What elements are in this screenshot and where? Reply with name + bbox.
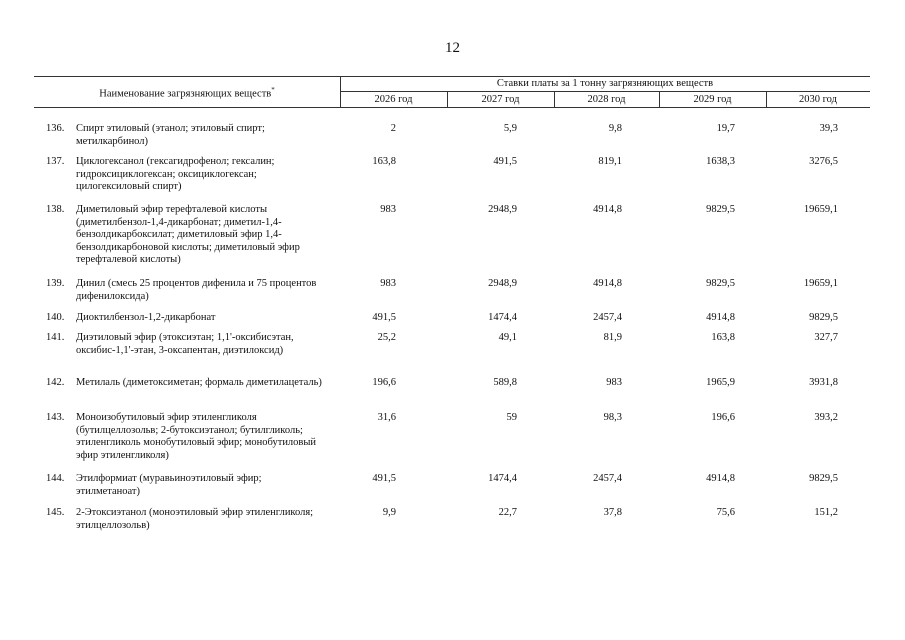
year-header: 2029 год <box>693 94 732 105</box>
rate-2027: 59 <box>506 412 517 423</box>
footnote-mark: * <box>271 86 275 94</box>
rate-2026: 491,5 <box>372 473 396 484</box>
substance-name: Диэтиловый эфир (этоксиэтан; 1,1'-оксибисэтан, оксибис-1,1'-этан, 3-оксапентан, диэтилоксид) <box>76 332 294 356</box>
rate-2028: 819,1 <box>598 156 622 167</box>
rate-2027: 2948,9 <box>488 278 517 289</box>
year-header: 2028 год <box>587 94 626 105</box>
rates-column-header: Ставки платы за 1 тонну загрязняющих веществ <box>496 78 714 89</box>
rate-2026: 491,5 <box>372 312 396 323</box>
rate-2029: 196,6 <box>711 412 735 423</box>
rate-2028: 9,8 <box>608 123 622 134</box>
rate-2030: 3276,5 <box>809 156 838 167</box>
rate-2030: 327,7 <box>814 332 838 343</box>
rate-2028: 81,9 <box>603 332 622 343</box>
row-number: 139. <box>46 278 65 289</box>
rate-2027: 1474,4 <box>488 473 517 484</box>
rate-2026: 163,8 <box>372 156 396 167</box>
rate-2030: 151,2 <box>814 507 838 518</box>
rate-2027: 1474,4 <box>488 312 517 323</box>
rate-2026: 2 <box>390 123 396 134</box>
rate-2030: 9829,5 <box>809 473 838 484</box>
year-header: 2027 год <box>481 94 520 105</box>
substance-name: Моноизобутиловый эфир этиленгликоля (бутилцеллозольв; 2-бутоксиэтанол; бутилгликоль; этиленгликоль монобутиловый эфир; монобутиловый эфир этиленгликоля) <box>76 412 317 461</box>
row-number: 141. <box>46 332 65 343</box>
table-top-rule <box>34 76 870 77</box>
page-number: 12 <box>445 40 460 56</box>
rate-2026: 25,2 <box>377 332 396 343</box>
rate-2026: 9,9 <box>382 507 396 518</box>
row-number: 144. <box>46 473 65 484</box>
row-number: 137. <box>46 156 65 167</box>
name-column-header <box>34 86 340 100</box>
year-header: 2026 год <box>374 94 413 105</box>
rate-2027: 2948,9 <box>488 204 517 215</box>
rate-2030: 19659,1 <box>803 204 838 215</box>
rate-2028: 983 <box>606 377 622 388</box>
rate-2029: 4914,8 <box>706 473 735 484</box>
rate-2029: 9829,5 <box>706 204 735 215</box>
substance-name: Метилаль (диметоксиметан; формаль диметилацеталь) <box>76 377 322 388</box>
rate-2029: 19,7 <box>716 123 735 134</box>
rate-2027: 589,8 <box>493 377 517 388</box>
row-number: 143. <box>46 412 65 423</box>
rate-2026: 196,6 <box>372 377 396 388</box>
rate-2030: 19659,1 <box>803 278 838 289</box>
row-number: 136. <box>46 123 65 134</box>
rate-2028: 2457,4 <box>593 473 622 484</box>
year-header: 2030 год <box>799 94 837 105</box>
substance-name: 2-Этоксиэтанол (моноэтиловый эфир этиленгликоля; этилцеллозольв) <box>76 507 314 531</box>
header-bottom-rule <box>34 107 870 108</box>
rate-2026: 31,6 <box>377 412 396 423</box>
substance-name: Динил (смесь 25 процентов дифенила и 75 процентов дифенилоксида) <box>76 278 317 302</box>
row-number: 138. <box>46 204 65 215</box>
rate-2029: 1965,9 <box>706 377 735 388</box>
rate-2029: 75,6 <box>716 507 735 518</box>
row-number: 140. <box>46 312 65 323</box>
substance-name: Этилформиат (муравьиноэтиловый эфир; этилметаноат) <box>76 473 262 497</box>
row-number: 142. <box>46 377 65 388</box>
name-column-header-text: Наименование загрязняющих веществ <box>99 88 272 100</box>
rate-2030: 3931,8 <box>809 377 838 388</box>
rate-2026: 983 <box>380 204 396 215</box>
substance-name: Диоктилбензол-1,2-дикарбонат <box>76 312 216 323</box>
rate-2029: 163,8 <box>711 332 735 343</box>
rate-2030: 39,3 <box>819 123 838 134</box>
rate-2030: 393,2 <box>814 412 838 423</box>
substance-name: Диметиловый эфир терефталевой кислоты (диметилбензол-1,4-дикарбонат; диметил-1,4-бензолдикарбоксилат; диметиловый эфир 1,4-бензолдикарбоновой кислоты; диметиловый эфир терефталевой кислоты) <box>76 204 300 265</box>
rate-2028: 4914,8 <box>593 278 622 289</box>
rate-2029: 1638,3 <box>706 156 735 167</box>
rate-2028: 98,3 <box>603 412 622 423</box>
rate-2028: 37,8 <box>603 507 622 518</box>
rate-2027: 5,9 <box>503 123 517 134</box>
rate-2028: 2457,4 <box>593 312 622 323</box>
rate-2030: 9829,5 <box>809 312 838 323</box>
row-number: 145. <box>46 507 65 518</box>
substance-name: Спирт этиловый (этанол; этиловый спирт; метилкарбинол) <box>76 123 265 147</box>
rate-2027: 491,5 <box>493 156 517 167</box>
rate-2029: 4914,8 <box>706 312 735 323</box>
rate-2027: 22,7 <box>498 507 517 518</box>
substance-name: Циклогексанол (гексагидрофенол; гексалин; гидроксициклогексан; оксициклогексан; цилогексиловый спирт) <box>76 156 275 192</box>
rate-2028: 4914,8 <box>593 204 622 215</box>
rate-2026: 983 <box>380 278 396 289</box>
rate-2029: 9829,5 <box>706 278 735 289</box>
rate-2027: 49,1 <box>498 332 517 343</box>
rates-header-rule <box>340 91 870 92</box>
